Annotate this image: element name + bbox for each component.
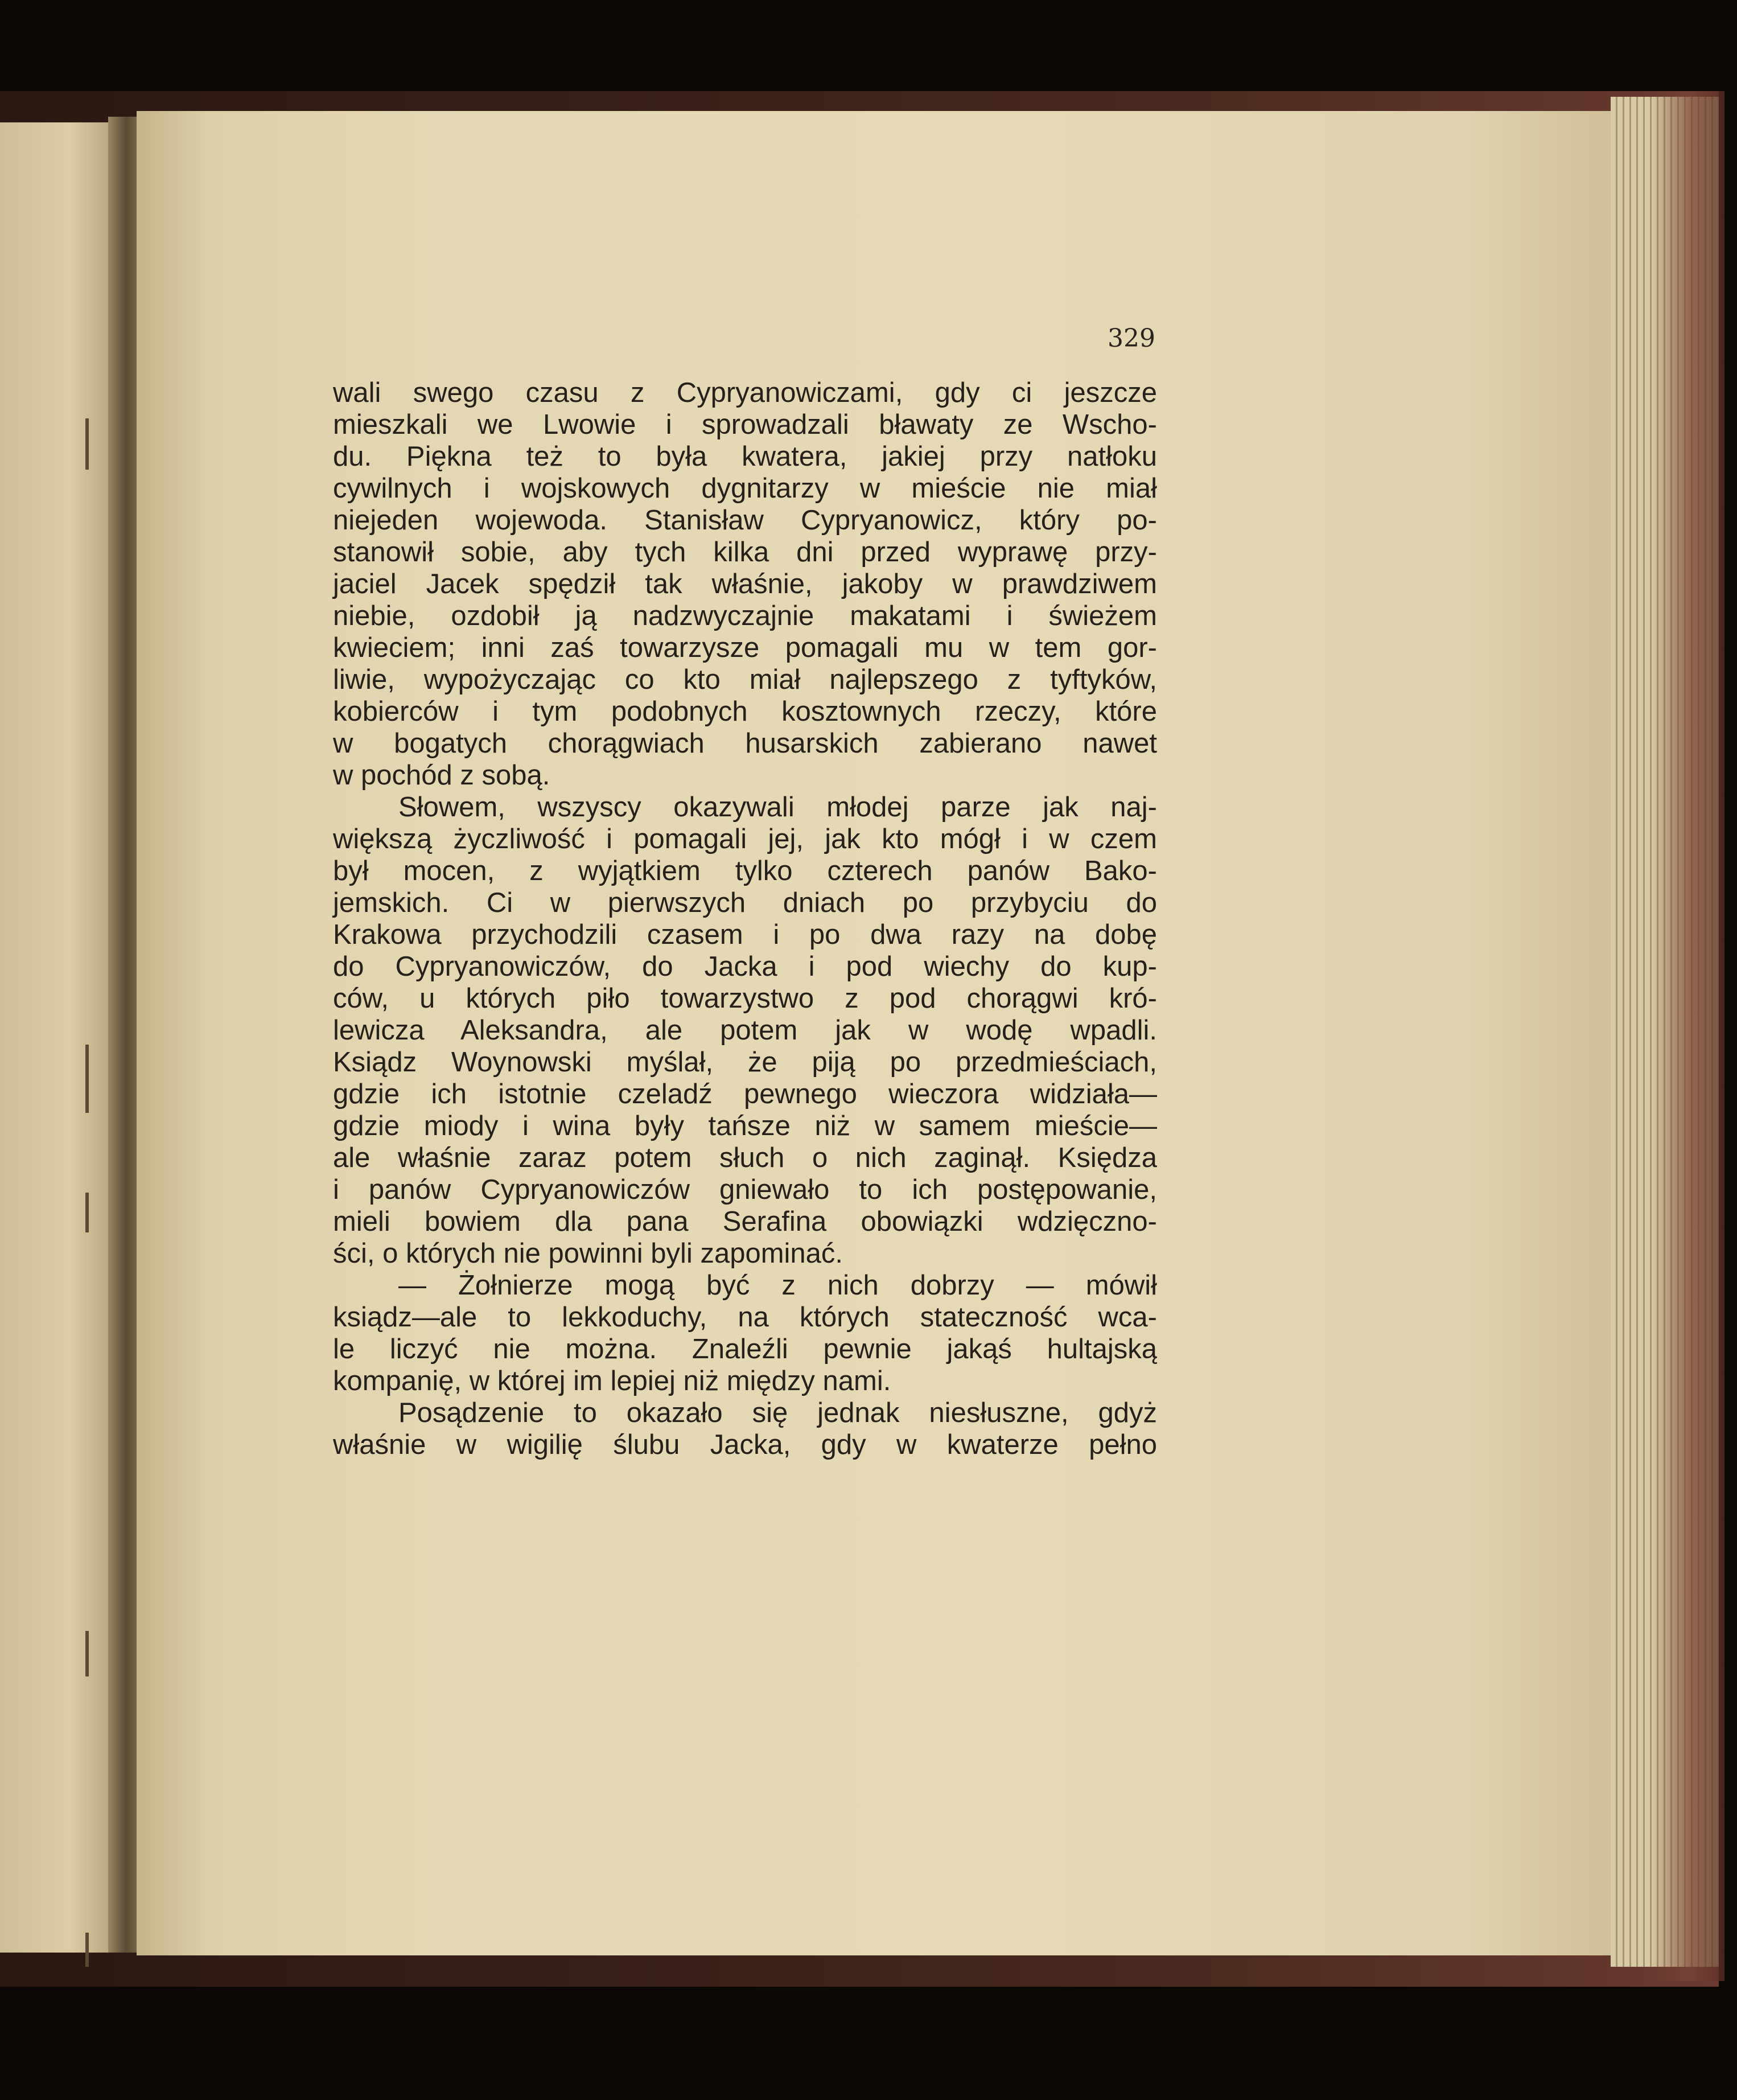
page-edge-mark	[85, 1193, 89, 1232]
text-line: do Cypryanowiczów, do Jacka i pod wiechy do kup-	[333, 951, 1157, 982]
cover-edge	[1650, 91, 1724, 1981]
text-line: właśnie w wigilię ślubu Jacka, gdy w kwaterze pełno	[333, 1429, 1157, 1460]
page-edge-mark	[85, 1045, 89, 1113]
text-line: ców, u których piło towarzystwo z pod chorągwi kró-	[333, 983, 1157, 1014]
text-line: w bogatych chorągwiach husarskich zabierano nawet	[333, 728, 1157, 759]
text-line: większą życzliwość i pomagali jej, jak kto mógł i w czem	[333, 824, 1157, 854]
text-line: le liczyć nie można. Znaleźli pewnie jakąś hultajską	[333, 1334, 1157, 1365]
text-line: Słowem, wszyscy okazywali młodej parze jak naj-	[398, 792, 1157, 823]
text-line: ści, o których nie powinni byli zapominać.	[333, 1238, 843, 1269]
text-line: gdzie miody i wina były tańsze niż w samem mieście—	[333, 1111, 1157, 1141]
text-line: stanowił sobie, aby tych kilka dni przed wyprawę przy-	[333, 537, 1157, 568]
text-line: lewicza Aleksandra, ale potem jak w wodę wpadli.	[333, 1015, 1157, 1046]
text-line: mieli bowiem dla pana Serafina obowiązki wdzięczno-	[333, 1206, 1157, 1237]
text-line: jemskich. Ci w pierwszych dniach po przybyciu do	[333, 887, 1157, 918]
text-line: niebie, ozdobił ją nadzwyczajnie makatami i świeżem	[333, 601, 1157, 631]
page-number: 329	[1108, 324, 1155, 353]
page-edge-mark	[85, 1933, 89, 1967]
text-line: jaciel Jacek spędził tak właśnie, jakoby w prawdziwem	[333, 569, 1157, 599]
text-line: był mocen, z wyjątkiem tylko czterech panów Bako-	[333, 856, 1157, 886]
text-line: mieszkali we Lwowie i sprowadzali bławaty ze Wscho-	[333, 409, 1157, 440]
text-line: kobierców i tym podobnych kosztownych rzeczy, które	[333, 696, 1157, 727]
text-line: cywilnych i wojskowych dygnitarzy w mieście nie miał	[333, 473, 1157, 504]
text-line: du. Piękna też to była kwatera, jakiej przy natłoku	[333, 441, 1157, 472]
page-edge-mark	[85, 1631, 89, 1676]
text-line: kompanię, w której im lepiej niż między nami.	[333, 1366, 891, 1396]
text-line: — Żołnierze mogą być z nich dobrzy — mówił	[398, 1270, 1157, 1301]
text-line: i panów Cypryanowiczów gniewało to ich postępowanie,	[333, 1174, 1157, 1205]
text-line: ale właśnie zaraz potem słuch o nich zaginął. Księdza	[333, 1143, 1157, 1173]
text-line: kwieciem; inni zaś towarzysze pomagali mu w tem gor-	[333, 632, 1157, 663]
text-line: liwie, wypożyczając co kto miał najlepszego z tyftyków,	[333, 664, 1157, 695]
text-line: niejeden wojewoda. Stanisław Cypryanowicz, który po-	[333, 505, 1157, 536]
text-line: gdzie ich istotnie czeladź pewnego wieczora widziała—	[333, 1079, 1157, 1109]
text-line: Ksiądz Woynowski myślał, że piją po przedmieściach,	[333, 1047, 1157, 1078]
text-line: Krakowa przychodzili czasem i po dwa razy na dobę	[333, 919, 1157, 950]
body-text	[333, 377, 1157, 1461]
page-edge-mark	[85, 418, 89, 470]
text-line: w pochód z sobą.	[333, 760, 550, 791]
text-line: Posądzenie to okazało się jednak niesłuszne, gdyż	[398, 1398, 1157, 1428]
left-page	[0, 122, 117, 1953]
text-line: ksiądz—ale to lekkoduchy, na których stateczność wca-	[333, 1302, 1157, 1333]
text-line: wali swego czasu z Cypryanowiczami, gdy ci jeszcze	[333, 377, 1157, 408]
